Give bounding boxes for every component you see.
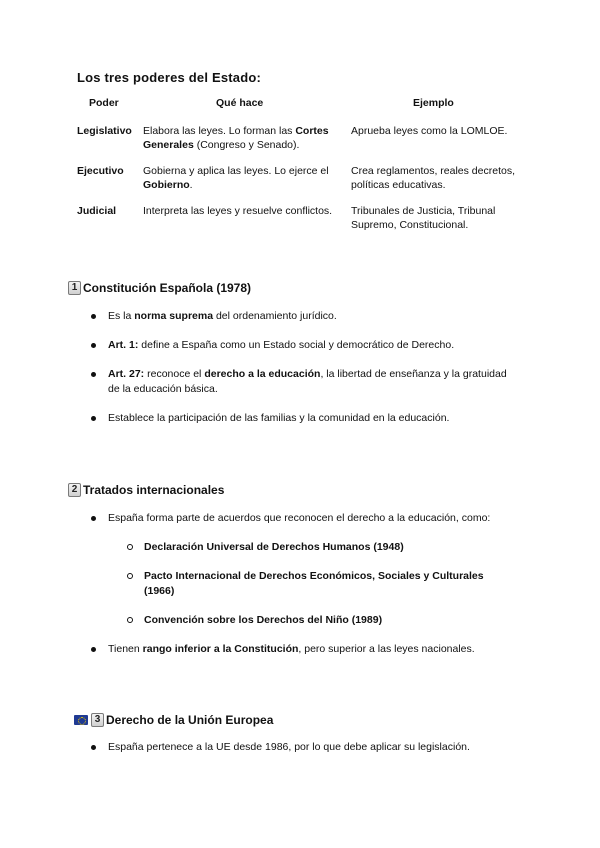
page-title: Los tres poderes del Estado: [77,70,262,85]
cell-que-hace: Elabora las leyes. Lo forman las Cortes Generales (Congreso y Senado). [143,125,329,151]
list-item: España pertenece a la UE desde 1986, por lo que debe aplicar su legislación. [108,740,528,755]
cell-poder: Ejecutivo [77,165,124,177]
cell-poder: Legislativo [77,125,132,137]
sub-list-item: Pacto Internacional de Derechos Económicos, Sociales y Culturales (1966) [144,569,514,599]
section-title-tratados: 2 Tratados internacionales [68,483,224,497]
sub-list-item: Convención sobre los Derechos del Niño (1989) [144,613,514,628]
table-header-poder: Poder [89,97,119,109]
list-item: Art. 27: reconoce el derecho a la educación, la libertad de enseñanza y la gratuidad de la educación básica. [108,367,508,397]
list-item: Tienen rango inferior a la Constitución, pero superior a las leyes nacionales. [108,642,528,657]
bullet-circle-icon [127,544,133,550]
keycap-number-icon: 1 [68,281,81,295]
bullet-dot-icon [91,745,96,750]
bullet-dot-icon [91,647,96,652]
bullet-dot-icon [91,343,96,348]
cell-ejemplo: Aprueba leyes como la LOMLOE. [351,125,508,137]
cell-que-hace: Interpreta las leyes y resuelve conflictos. [143,205,333,217]
cell-ejemplo: Tribunales de Justicia, Tribunal Supremo, Constitucional. [351,205,496,231]
section-title-constitucion: 1 Constitución Española (1978) [68,281,251,295]
keycap-number-icon: 3 [91,713,104,727]
bullet-dot-icon [91,314,96,319]
list-item: Art. 1: define a España como un Estado social y democrático de Derecho. [108,338,528,353]
eu-flag-icon [74,715,88,725]
cell-que-hace: Gobierna y aplica las leyes. Lo ejerce el Gobierno. [143,165,329,191]
table-header-ejemplo: Ejemplo [413,97,454,109]
section-title-ue: 3 Derecho de la Unión Europea [74,713,273,727]
cell-poder: Judicial [77,205,117,217]
cell-ejemplo: Crea reglamentos, reales decretos, políticas educativas. [351,165,515,191]
bullet-dot-icon [91,516,96,521]
keycap-number-icon: 2 [68,483,81,497]
bullet-dot-icon [91,372,96,377]
list-item: España forma parte de acuerdos que reconocen el derecho a la educación, como: [108,511,528,526]
list-item: Es la norma suprema del ordenamiento jurídico. [108,309,528,324]
bullet-circle-icon [127,573,133,579]
sub-list-item: Declaración Universal de Derechos Humanos (1948) [144,540,514,555]
bullet-circle-icon [127,617,133,623]
bullet-dot-icon [91,416,96,421]
list-item: Establece la participación de las familias y la comunidad en la educación. [108,411,528,426]
table-header-que-hace: Qué hace [216,97,264,109]
